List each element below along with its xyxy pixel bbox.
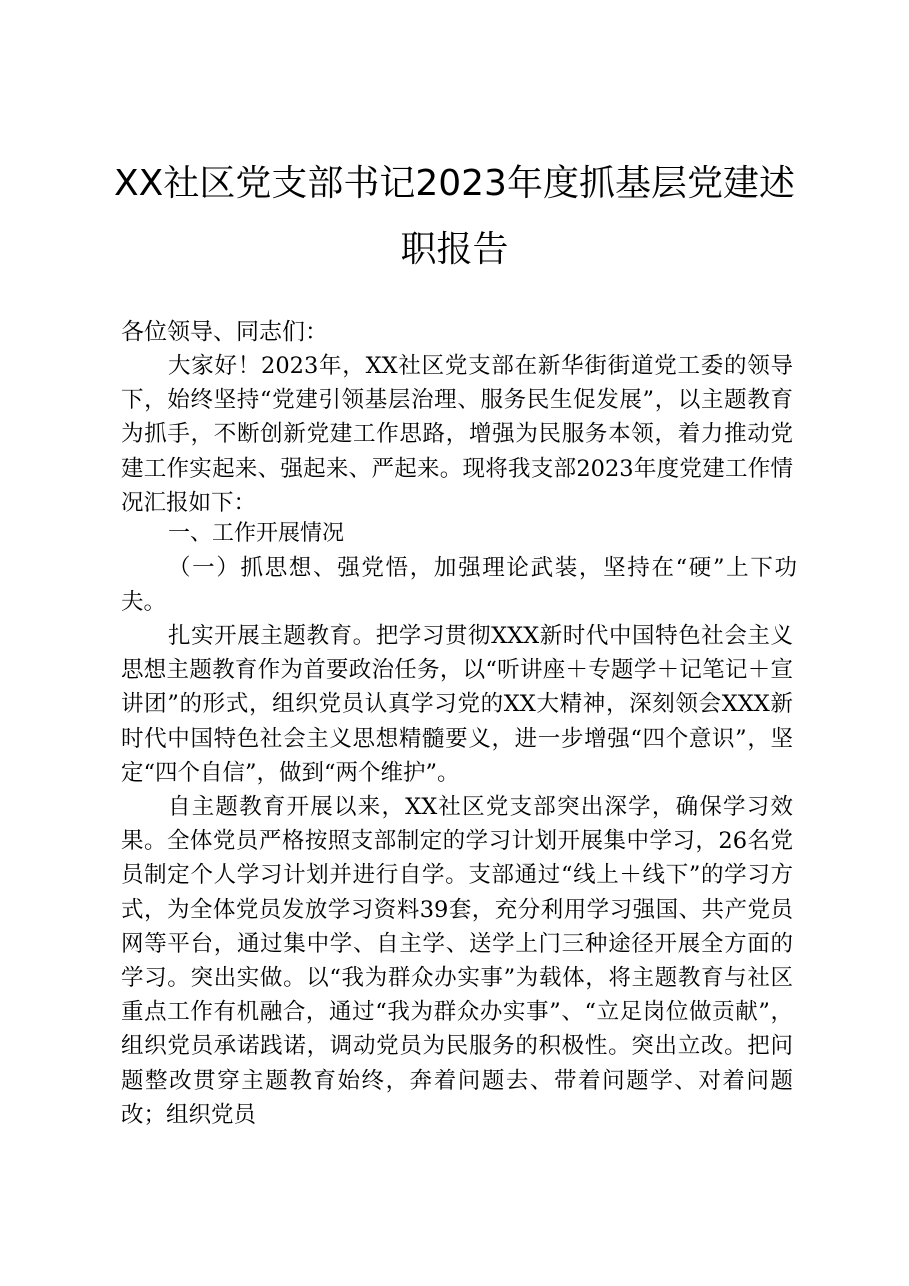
subsection-heading: （一）抓思想、强党悟，加强理论武装，坚持在“硬”上下功夫。	[121, 555, 797, 616]
section-heading: 一、工作开展情况	[168, 521, 345, 546]
document-title-line-2: 职报告	[400, 229, 509, 270]
paragraph-intro: 大家好！2023年，XX社区党支部在新华街街道党工委的领导下，始终坚持“党建引领基层治理、服务民生促发展”，以主题教育为抓手，不断创新党建工作思路，增强为民服务本领，着力推动党建工作实起来、强起来、严起来。现将我支部2023年度党建工作情况汇报如下：	[121, 353, 793, 516]
document-title-line-1: XX社区党支部书记2023年度抓基层党建述	[114, 163, 795, 204]
paragraph-theme-education: 扎实开展主题教育。把学习贯彻XXX新时代中国特色社会主义思想主题教育作为首要政治任务，以“听讲座＋专题学＋记笔记＋宣讲团”的形式，组织党员认真学习党的XX大精神，深刻领会XXX新时代中国特色社会主义思想精髓要义，进一步增强“四个意识”，坚定“四个自信”，做到“两个维护”。	[121, 623, 793, 786]
salutation: 各位领导、同志们：	[121, 319, 328, 345]
paragraph-study-details: 自主题教育开展以来，XX社区党支部突出深学，确保学习效果。全体党员严格按照支部制定的学习计划开展集中学习，26名党员制定个人学习计划并进行自学。支部通过“线上＋线下”的学习方式，为全体党员发放学习资料39套，充分利用学习强国、共产党员网等平台，通过集中学、自主学、送学上门三种途径开展全方面的学习。突出实做。以“我为群众办实事”为载体，将主题教育与社区重点工作有机融合，通过“我为群众办实事”、“立足岗位做贡献”，组织党员承诺践诺，调动党员为民服务的积极性。突出立改。把问题整改贯穿主题教育始终，奔着问题去、带着问题学、对着问题改；组织党员	[121, 794, 793, 1128]
